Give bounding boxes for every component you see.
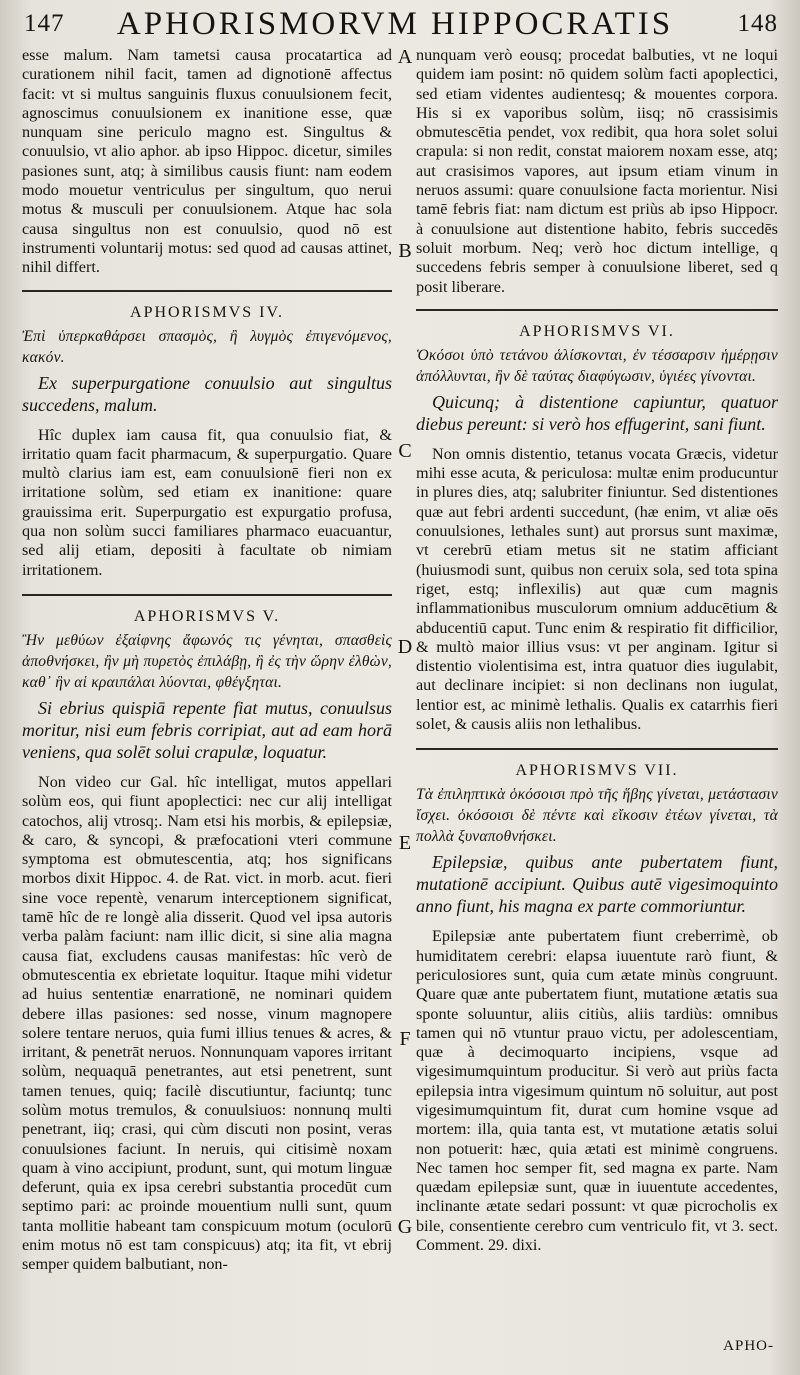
section-rule: [416, 748, 778, 750]
aphorism-4-heading: APHORISMVS IV.: [130, 303, 284, 321]
page-number-right: 148: [737, 10, 778, 37]
left-column: [22, 46, 392, 1275]
aphorism-7-heading: APHORISMVS VII.: [515, 762, 679, 780]
right-intro-text: nunquam verò eousq; procedat balbuties, vt ne loqui quidem iam posint: nō quidem solùm facti apoplectici, sed etiam videntes audientesq; & mouentes corpora. His si ex vaporibus solùm, iisq; nō crassisimis obmutescētia pendet, vox redibit, qua hora solet solui crapula: si non redit, constat maiorem noxam esse, atq; aut crasisimos vapores, aut ipsum etiam vinum in neruos assumi: quare conuulsione facta morientur. Nisi tamē febris fiat: nam dictum est priùs ab ipso Hippocr. à conuulsione aut distentione habito, febris succedēs soluit morbum. Neq; verò hoc dictum intellige, q succedens febris semper à conuulsione liberet, sed q posit liberare.: [416, 46, 778, 296]
aphorism-5-latin: Si ebrius quispiā repente fiat mutus, conuulsus moritur, nisi eum febris corripiat, aut ad eam horā veniens, qua solēt solui crapulæ, loquatur.: [22, 697, 392, 762]
aphorism-7-latin: Epilepsiæ, quibus ante pubertatem fiunt, mutationē accipiunt. Quibus autē vigesimoquinto anno fiunt, his magna ex parte commoriuntur.: [416, 852, 778, 917]
margin-letter: F: [399, 1028, 411, 1050]
aphorism-5-greek: Ἢν μεθύων ἐξαίφνης ἄφωνός τις γένηται, σπασθεὶς ἀποθνήσκει, ἢν μὴ πυρετὸς ἐπιλάβῃ, ἢ ἐς τὴν ὥρην ἐλθὼν, καθ᾽ ἣν αἱ κραιπάλαι λύονται, φθέγξηται.: [22, 631, 392, 691]
aphorism-7-greek: Τὰ ἐπιληπτικὰ ὁκόσοισι πρὸ τῆς ἥβης γίνεται, μετάστασιν ἴσχει. ὁκόσοισι δὲ πέντε καὶ εἴκοσιν ἐτέων γίνεται, τὰ πολλὰ ξυναποθνήσκει.: [416, 786, 778, 846]
aphorism-4-latin: Ex superpurgatione conuulsio aut singultus succedens, malum.: [22, 372, 392, 415]
margin-letter: B: [398, 240, 412, 262]
aphorism-5-commentary: Non video cur Gal. hîc intelligat, mutos appellari solùm eos, qui fiunt apoplectici: nec cur alij intelligat catochos, alij vtrosq;. Nam etsi his morbis, & epilepsiæ, & caro, & syncopi, & præfocationi vteri commune symptoma est obmutescentia, atq; hos significans morbos dixit Hippoc. 4. de Rat. vict. in morb. acut. fieri sine voce repentè, venarum interceptionem significat, tamē hîc de re longè alia disserit. Quod vel ipsa autoris verba palàm faciunt: nam illic dicit, si sine alia magna causa fiat, excludens causas manifestas: hîc verò de obmutescentia ex ebrietate loquitur. Itaque mihi videtur ad huius sententiæ enarrationē, ne nominari quidem debere illas pasiones: sed nosse, vinum magnopere solere tentare neruos, quia fumi illius tenues & acres, & irritant, & penetrāt neruos. Nonnunquam vapores irritant solùm, nequaquā penetrantes, aut etsi penetrent, sunt tamen tenues, quiq; facilè discutiuntur, faciuntq; tunc solùm motus tremulos, & conuulsiuos: nonnunq multi penetrant, iiq; crasi, qui cùm discuti non posint, veras conuulsiones faciunt. In neruis, qui citisimè noxam quam à vino accipiunt, produnt, sunt, qui motum linguæ deferunt, quia ex ipsa cerebri substantia procedūt cum septimo pari: ac proinde mouentium nulli sunt, quum tanta mollitie habeant tam conspicuum motum (oculorū enim motus nō est tam conspicuus) atq; ita fit, vt ebrij semper quidem balbutiant, non-: [22, 772, 392, 1274]
section-rule: [22, 290, 392, 292]
margin-letter: A: [397, 46, 413, 68]
left-intro-text: esse malum. Nam tametsi causa procatartica ad curationem nihil facit, tamen ad dignotionē affectus facit: vt si multus sanguinis fluxus conuulsionem fecit, agnoscimus conuulsionem ex inanitione esse, quæ nunquam sine periculo magno est. Singultus & conuulsio, vt alio aphor. ab ipso Hippoc. dicetur, similes pasiones sunt, atq; à similibus causis fiunt: nam eodem modo mouetur ventriculus per singultum, quo nerui motus & musculi per conuulsionem. Atque hac sola causa singultus non est conuulsio, quod nō est instrumenti voluntarij motus: sed quod ad causas attinet, nihil differt.: [22, 46, 392, 277]
aphorism-7-commentary: Epilepsiæ ante pubertatem fiunt creberrimè, ob humiditatem cerebri: elapsa iuuentute rarò fiunt, & periculosiores sunt, quia cum ætate minùs congruunt. Quare quæ ante pubertatem fiunt, mutatione ætatis sua sponte soluuntur, aliis citiùs, aliis tardiùs: omnibus tamen qui nō vtuntur prauo victu, per adolescentiam, quæ à decimoquarto incipiens, vsque ad vigesimumquintum producitur. Si verò aut priùs facta epilepsia intra vigesimum quintum nō soluitur, aut post vigesimumquintum fit, durat cum homine vsque ad mortem: illa, quia tanta est, vt mutatione ætatis solui non potuerit: hæc, quia ætati est minimè congruens. Nec tamen hoc semper fit, sed magna ex parte. Nam quædam epilepsiæ sunt, quæ in iuuentute accedentes, inclinante ætate sedari possunt: vt quæ picrocholis ex bile, consentiente cerebro cum ventriculo fit, vt 3. sect. Comment. 29. dixi.: [416, 927, 778, 1255]
margin-letter: G: [397, 1216, 413, 1238]
margin-letter: D: [397, 636, 413, 658]
margin-letter: E: [398, 832, 412, 854]
aphorism-4-commentary: Hîc duplex iam causa fit, qua conuulsio fiat, & irritatio quam facit pharmacum, & superpurgatio. Quare multò clarius iam est, eam conuulsionē fieri non ex irritatione solùm, sed etiam ex inanitione: quare grauissima erit. Superpurgatio est expurgatio profusa, qua non solùm succi familiares pharmaco euacuantur, sed alij etiam, depositi à facultate ob nimiam irritationem.: [22, 425, 392, 579]
aphorism-6-greek: Ὁκόσοι ὑπὸ τετάνου ἁλίσκονται, ἐν τέσσαρσιν ἡμέρῃσιν ἀπόλλυνται, ἢν δὲ ταύτας διαφύγωσιν, ὑγιέες γίνονται.: [416, 346, 778, 385]
margin-letter: C: [398, 440, 412, 462]
aphorism-5-heading: APHORISMVS V.: [133, 607, 281, 625]
catchword: APHO-: [723, 1338, 774, 1354]
section-rule: [22, 594, 392, 596]
right-column: [416, 46, 778, 1255]
aphorism-6-commentary: Non omnis distentio, tetanus vocata Græcis, videtur mihi esse acuta, & periculosa: multæ enim producuntur in plures dies, atq; salubriter finiuntur. Sed distentiones quæ aut febri ardenti succedunt, (hæ enim, vt aliæ oēs conuulsiones, lethales sunt) aut prorsus sunt maximæ, vt cerebrū etiam metus sit ne statim afficiant (huiusmodi sunt, quibus non ceruix sola, sed tota spina riget, estq; inflexilis) aut quæ cum magnis inflammationibus musculorum omnium adducētium & abducentiū caput. Tunc enim & respiratio fit difficilior, & multò maior illius vsus: vt per anginam. Igitur si distentio violentisima est, intra quatuor dies iugulabit, aut declinare incipiet: si non declinans non iugulat, lentior est, ac minimè lethalis. Qualis ex catarrhis fieri solet, & causis aliis non lethalibus.: [416, 444, 778, 734]
aphorism-6-latin: Quicunq; à distentione capiuntur, quatuor diebus pereunt: si verò hos effugerint, sani fiunt.: [416, 391, 778, 434]
running-title: APHORISMORVM HIPPOCRATIS: [116, 6, 674, 42]
page-number-left: 147: [24, 10, 65, 37]
aphorism-4-greek: Ἐπὶ ὑπερκαθάρσει σπασμὸς, ἢ λυγμὸς ἐπιγενόμενος, κακόν.: [22, 327, 392, 366]
section-rule: [416, 309, 778, 311]
aphorism-6-heading: APHORISMVS VI.: [519, 322, 675, 340]
margin-letter-column: [394, 0, 416, 1375]
